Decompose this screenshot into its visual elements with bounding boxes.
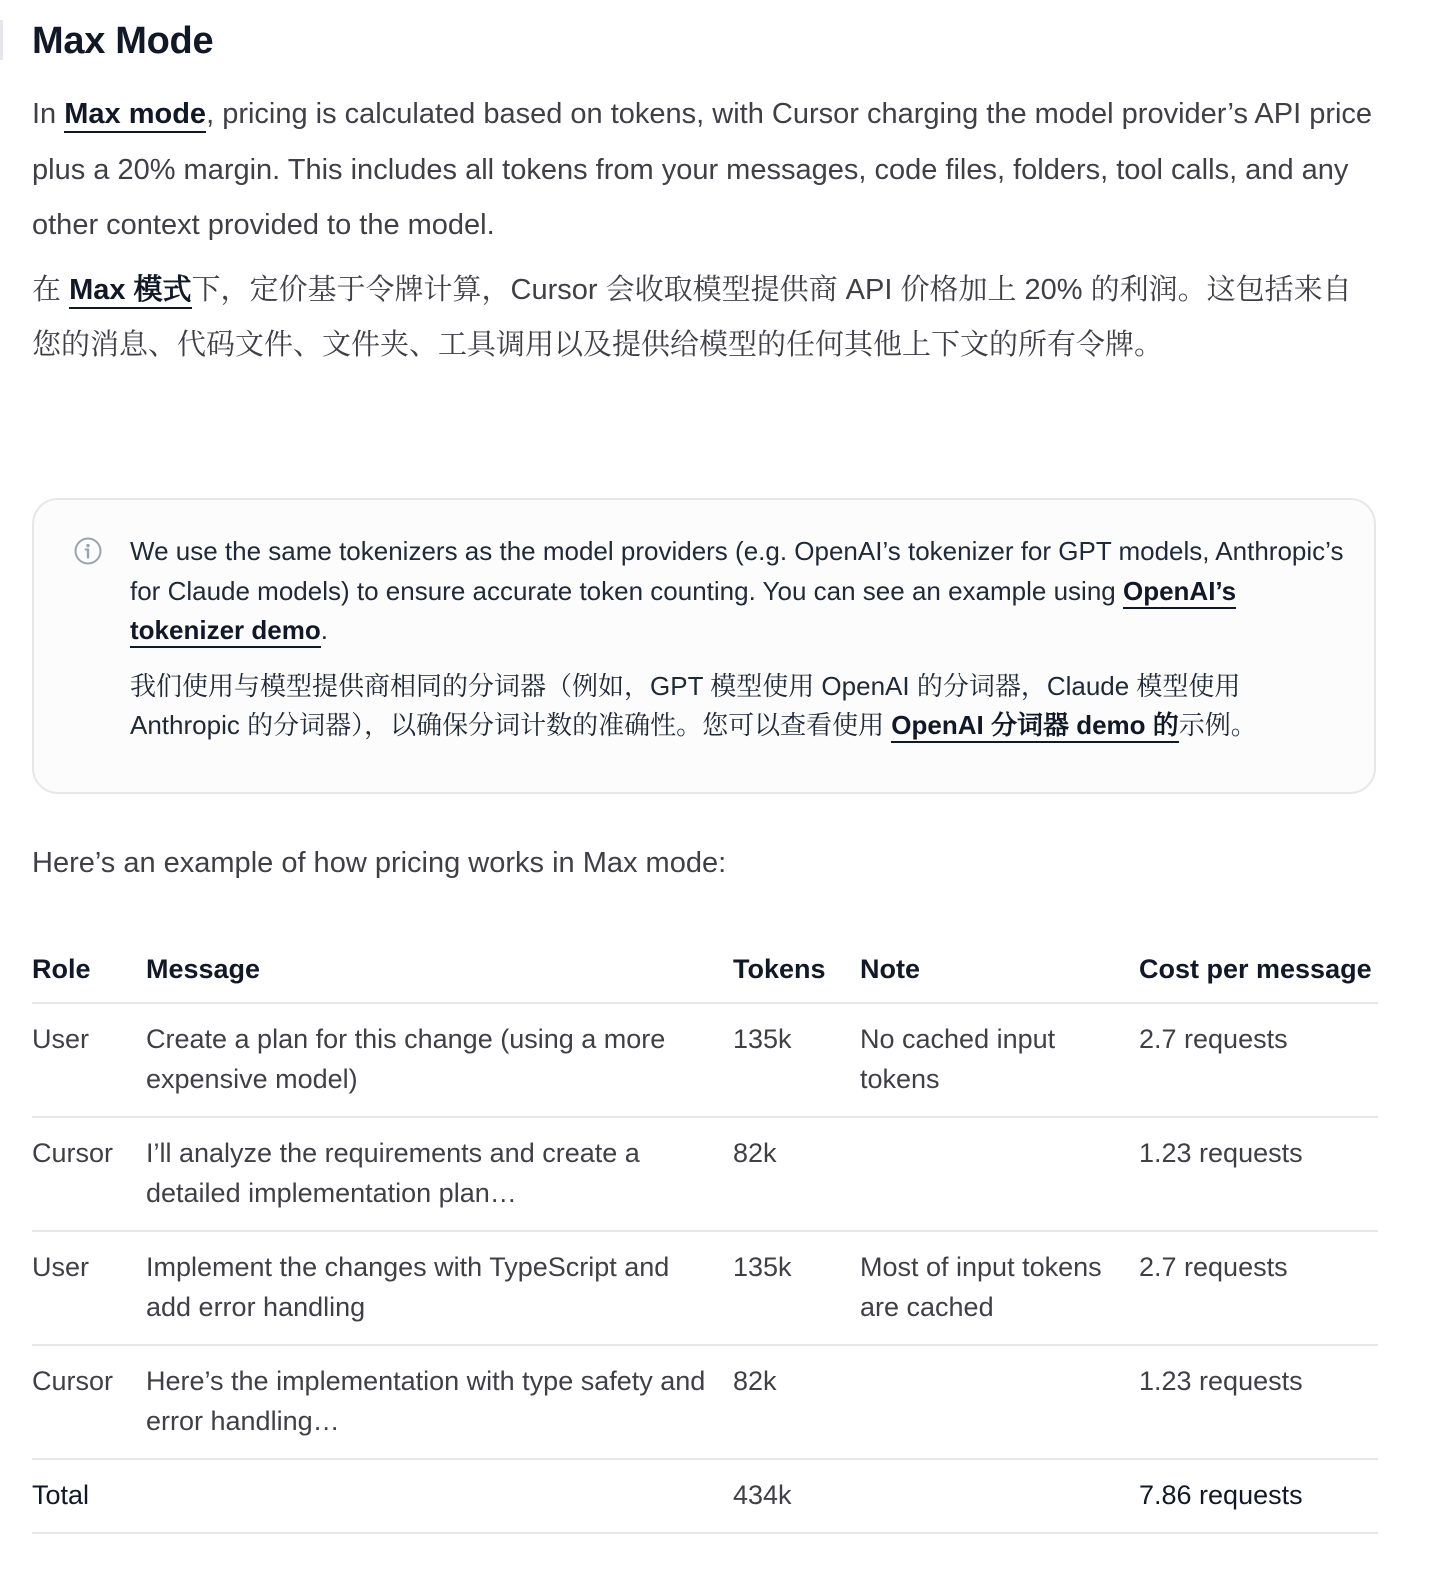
max-mode-link-zh[interactable]: Max 模式 — [69, 274, 191, 309]
table-header-row — [32, 936, 1378, 1003]
max-mode-link[interactable]: Max mode — [64, 98, 206, 133]
cell-note: Most of input tokens are cached — [860, 1231, 1139, 1345]
intro-zh-prefix: 在 — [32, 273, 70, 306]
total-cost: 7.86 requests — [1139, 1459, 1378, 1533]
cell-message: Create a plan for this change (using a more expensive model) — [146, 1003, 733, 1117]
total-label: Total — [32, 1459, 146, 1533]
cell-tokens: 135k — [733, 1003, 860, 1117]
header-message: Message — [146, 936, 733, 1003]
cell-cost: 1.23 requests — [1139, 1345, 1378, 1459]
cell-message: Implement the changes with TypeScript and add error handling — [146, 1231, 733, 1345]
table-total-row — [32, 1459, 1378, 1533]
intro-en-suffix: , pricing is calculated based on tokens, with Cursor charging the model provider’s API price plus a 20% margin. This includes all tokens from your messages, code files, folders, tool calls, and any other context provided to the model. — [32, 98, 1373, 241]
table-row — [32, 1117, 1378, 1231]
callout-text-zh — [130, 667, 1350, 746]
header-note: Note — [860, 936, 1139, 1003]
callout-text-en — [130, 532, 1350, 651]
header-cost: Cost per message — [1139, 936, 1378, 1003]
callout-en-text: We use the same tokenizers as the model providers (e.g. OpenAI’s tokenizer for GPT models, Anthropic’s for Claude models) to ensure accurate token counting. You can see an example using — [130, 536, 1344, 606]
cell-message: I’ll analyze the requirements and create a detailed implementation plan… — [146, 1117, 733, 1231]
example-intro: Here’s an example of how pricing works in Max mode: — [32, 847, 727, 879]
intro-en-prefix: In — [32, 98, 65, 130]
left-border-mark — [0, 20, 3, 60]
main-content — [32, 0, 1378, 1510]
page-title: Max Mode — [32, 20, 214, 62]
cell-message: Here’s the implementation with type safety and error handling… — [146, 1345, 733, 1459]
cell-tokens: 82k — [733, 1345, 860, 1459]
cell-role: User — [32, 1003, 146, 1117]
cell-cost: 1.23 requests — [1139, 1117, 1378, 1231]
cell-note — [860, 1345, 1139, 1459]
pricing-example-table — [32, 936, 1378, 1534]
table-row — [32, 1231, 1378, 1345]
callout-zh-text: 我们使用与模型提供商相同的分词器（例如，GPT 模型使用 OpenAI 的分词器，Claude 模型使用 Anthropic 的分词器），以确保分词计数的准确性。您可以查看使用 — [130, 670, 1241, 740]
cell-cost: 2.7 requests — [1139, 1003, 1378, 1117]
intro-zh-suffix: 下，定价基于令牌计算，Cursor 会收取模型提供商 API 价格加上 20% 的利润。这包括来自您的消息、代码文件、文件夹、工具调用以及提供给模型的任何其他上下文的所有令牌。 — [32, 273, 1352, 361]
callout-body — [130, 532, 1350, 746]
callout-en-end: . — [320, 615, 328, 645]
tokenizer-demo-link[interactable]: OpenAI’s tokenizer demo — [130, 576, 1236, 649]
callout-zh-end: 示例。 — [1178, 710, 1257, 740]
tokenizer-demo-link-zh[interactable]: OpenAI 分词器 demo 的 — [891, 710, 1178, 743]
intro-paragraph-en — [32, 87, 1378, 254]
total-note-empty — [860, 1459, 1139, 1533]
table-row — [32, 1345, 1378, 1459]
header-tokens: Tokens — [733, 936, 860, 1003]
header-role: Role — [32, 936, 146, 1003]
intro-paragraph-zh — [32, 263, 1378, 374]
table-row — [32, 1003, 1378, 1117]
cell-tokens: 82k — [733, 1117, 860, 1231]
cell-tokens: 135k — [733, 1231, 860, 1345]
cell-role: Cursor — [32, 1117, 146, 1231]
cell-cost: 2.7 requests — [1139, 1231, 1378, 1345]
info-callout — [32, 498, 1376, 794]
total-message-empty — [146, 1459, 733, 1533]
info-icon — [74, 537, 102, 565]
cell-role: Cursor — [32, 1345, 146, 1459]
cell-role: User — [32, 1231, 146, 1345]
cell-note — [860, 1117, 1139, 1231]
cell-note: No cached input tokens — [860, 1003, 1139, 1117]
total-tokens: 434k — [733, 1459, 860, 1533]
